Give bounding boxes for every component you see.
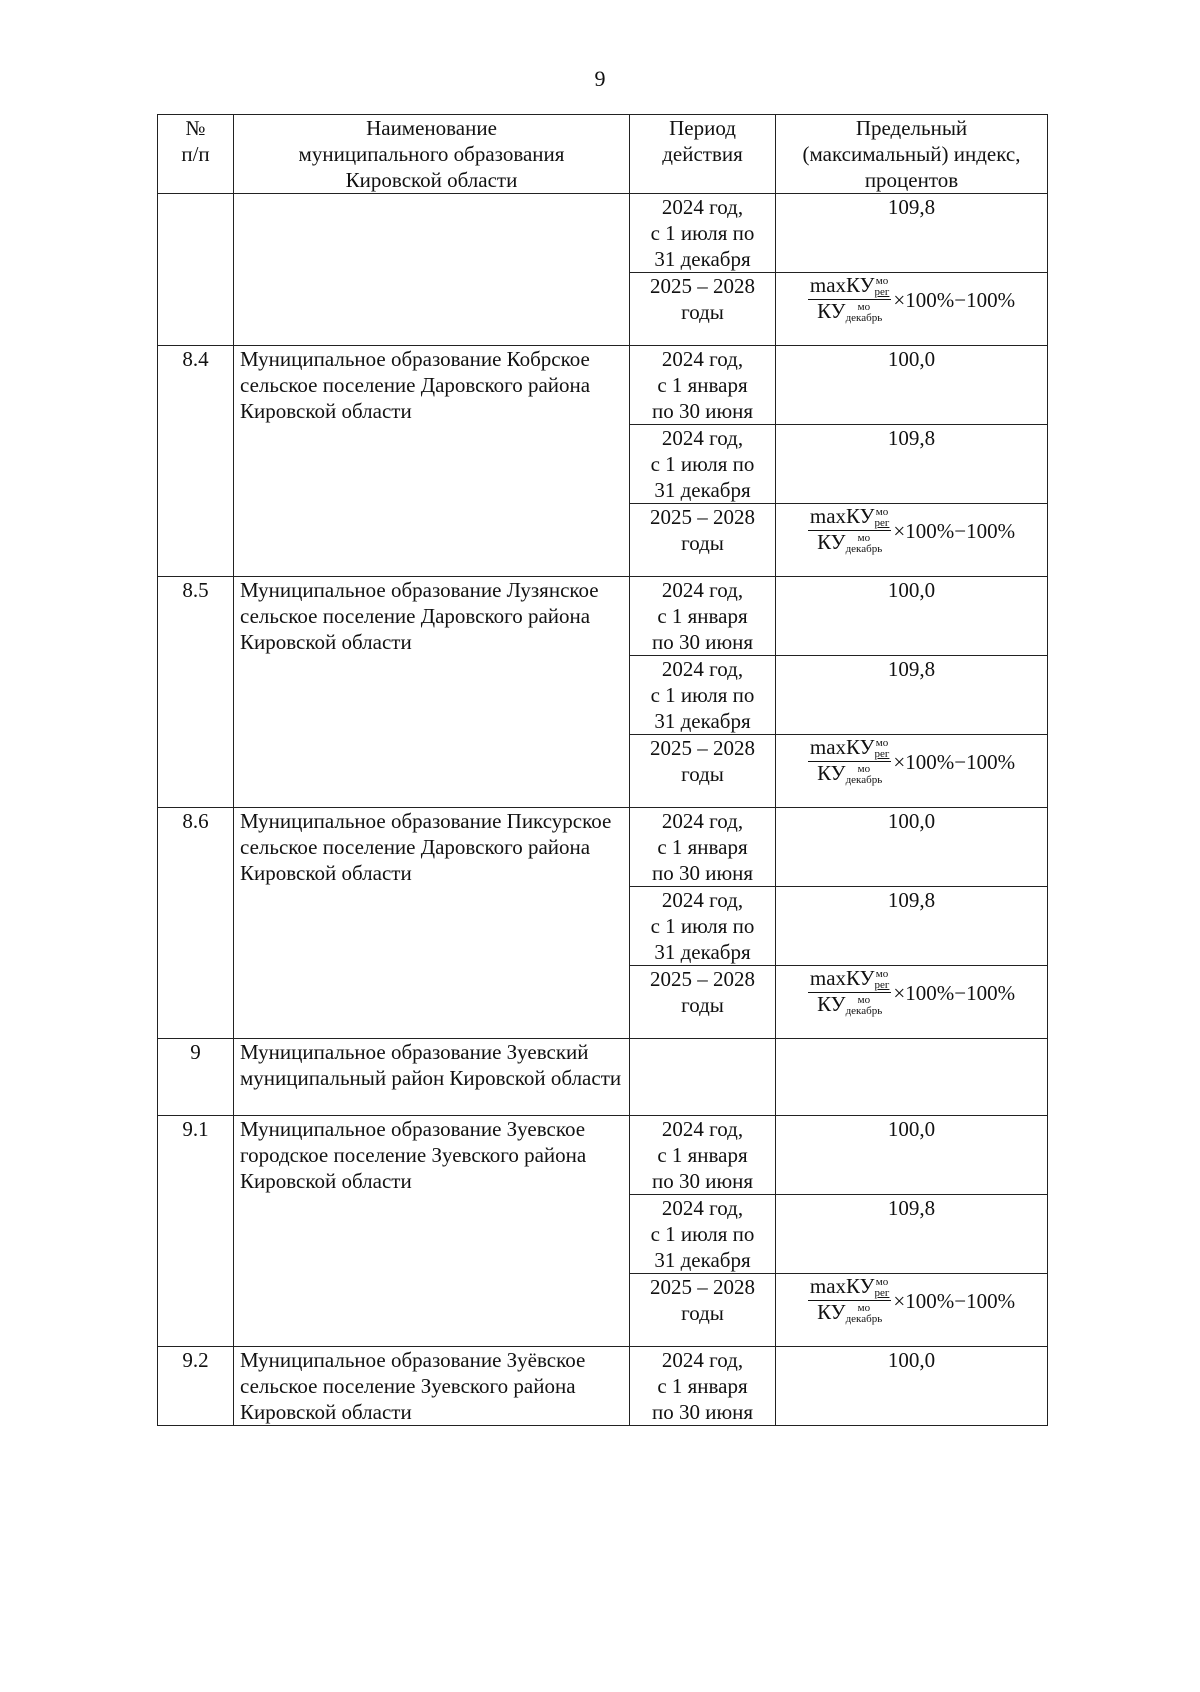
table-row: [158, 1116, 1048, 1195]
period-cell: 2024 год, с 1 июля по 31 декабря: [630, 1195, 776, 1274]
index-cell: 109,8: [776, 1195, 1048, 1274]
index-cell: [776, 1039, 1048, 1116]
formula-multiplier: ×100%−100%: [893, 1288, 1016, 1313]
formula-sup: мо: [875, 737, 889, 750]
period-cell: [630, 1039, 776, 1116]
header-num-text: № п/п: [181, 116, 210, 166]
formula-denominator: [815, 762, 884, 786]
index-cell: 109,8: [776, 887, 1048, 966]
row-number: [158, 194, 234, 346]
index-formula: [782, 737, 1041, 786]
table-header-row: [158, 115, 1048, 194]
formula-sup: мо: [857, 763, 871, 776]
formula-sub-dec: декабрь: [845, 1313, 883, 1326]
formula-sup: мо: [875, 968, 889, 981]
municipality-name: Муниципальное образование Пиксурское сельское поселение Даровского района Кировской области: [234, 808, 630, 1039]
formula-fraction: [808, 275, 892, 324]
header-period-text: Период действия: [662, 116, 743, 166]
formula-sub-reg: рег: [874, 979, 890, 992]
index-cell: 100,0: [776, 577, 1048, 656]
table-row: [158, 194, 1048, 273]
municipality-name: Муниципальное образование Зуёвское сельское поселение Зуевского района Кировской области: [234, 1347, 630, 1426]
header-name: [234, 115, 630, 194]
formula-numerator: [808, 737, 892, 762]
formula-sub-reg: рег: [874, 1287, 890, 1300]
formula-sub-reg: рег: [874, 517, 890, 530]
index-cell: 109,8: [776, 656, 1048, 735]
formula-ku: КУ: [817, 299, 846, 324]
formula-sub-dec: декабрь: [845, 543, 883, 556]
period-cell: 2025 – 2028 годы: [630, 504, 776, 577]
formula-denominator-indices: [846, 533, 883, 555]
index-cell: [776, 273, 1048, 346]
formula-max: maxКУ: [809, 273, 875, 297]
index-cell: 100,0: [776, 346, 1048, 425]
formula-sup: мо: [857, 994, 871, 1007]
formula-ku: КУ: [817, 1300, 846, 1325]
formula-sup: мо: [857, 1302, 871, 1315]
formula-sup: мо: [857, 532, 871, 545]
formula-ku: КУ: [817, 530, 846, 555]
municipality-name: Муниципальное образование Лузянское сельское поселение Даровского района Кировской области: [234, 577, 630, 808]
header-name-text: Наименование муниципального образования Кировской области: [298, 116, 565, 192]
index-cell: [776, 504, 1048, 577]
formula-max: maxКУ: [809, 966, 875, 990]
formula-numerator-indices: [875, 276, 890, 298]
formula-denominator-indices: [846, 764, 883, 786]
index-formula: [782, 506, 1041, 555]
table-row: [158, 1347, 1048, 1426]
formula-numerator-indices: [875, 507, 890, 529]
formula-sub-reg: рег: [874, 748, 890, 761]
index-cell: [776, 966, 1048, 1039]
period-cell: 2024 год, с 1 июля по 31 декабря: [630, 194, 776, 273]
formula-sup: мо: [875, 506, 889, 519]
index-cell: [776, 735, 1048, 808]
formula-ku: КУ: [817, 992, 846, 1017]
period-cell: 2024 год, с 1 января по 30 июня: [630, 346, 776, 425]
period-cell: 2025 – 2028 годы: [630, 273, 776, 346]
formula-sup: мо: [857, 301, 871, 314]
period-cell: 2024 год, с 1 января по 30 июня: [630, 1347, 776, 1426]
formula-max: maxКУ: [809, 504, 875, 528]
period-cell: 2025 – 2028 годы: [630, 966, 776, 1039]
index-formula: [782, 968, 1041, 1017]
period-cell: 2024 год, с 1 января по 30 июня: [630, 577, 776, 656]
formula-numerator-indices: [875, 969, 890, 991]
index-cell: 100,0: [776, 1116, 1048, 1195]
table-row: [158, 346, 1048, 425]
formula-sub-dec: декабрь: [845, 312, 883, 325]
formula-numerator-indices: [875, 738, 890, 760]
formula-multiplier: ×100%−100%: [893, 980, 1016, 1005]
formula-numerator: [808, 275, 892, 300]
formula-fraction: [808, 737, 892, 786]
index-cell: 100,0: [776, 808, 1048, 887]
formula-denominator: [815, 993, 884, 1017]
formula-multiplier: ×100%−100%: [893, 749, 1016, 774]
formula-fraction: [808, 506, 892, 555]
formula-sub-dec: декабрь: [845, 1005, 883, 1018]
header-num: [158, 115, 234, 194]
formula-denominator: [815, 531, 884, 555]
row-number: 8.5: [158, 577, 234, 808]
formula-ku: КУ: [817, 761, 846, 786]
formula-multiplier: ×100%−100%: [893, 518, 1016, 543]
period-cell: 2024 год, с 1 июля по 31 декабря: [630, 425, 776, 504]
table-row: [158, 1039, 1048, 1116]
index-cell: 100,0: [776, 1347, 1048, 1426]
period-cell: 2025 – 2028 годы: [630, 1274, 776, 1347]
period-cell: 2024 год, с 1 июля по 31 декабря: [630, 887, 776, 966]
index-cell: [776, 1274, 1048, 1347]
row-number: 8.6: [158, 808, 234, 1039]
period-cell: 2024 год, с 1 января по 30 июня: [630, 808, 776, 887]
row-number: 9: [158, 1039, 234, 1116]
formula-sub-dec: декабрь: [845, 774, 883, 787]
row-number: 9.2: [158, 1347, 234, 1426]
formula-sub-reg: рег: [874, 286, 890, 299]
page-number: 9: [594, 66, 606, 91]
formula-multiplier: ×100%−100%: [893, 287, 1016, 312]
row-number: 9.1: [158, 1116, 234, 1347]
tariff-index-table: [157, 114, 1048, 1426]
formula-numerator: [808, 506, 892, 531]
municipality-name: [234, 194, 630, 346]
formula-max: maxКУ: [809, 735, 875, 759]
row-number: 8.4: [158, 346, 234, 577]
formula-denominator-indices: [846, 995, 883, 1017]
index-formula: [782, 1276, 1041, 1325]
header-index-text: Предельный (максимальный) индекс, процентов: [802, 116, 1021, 192]
formula-numerator: [808, 1276, 892, 1301]
table-row: [158, 808, 1048, 887]
period-cell: 2024 год, с 1 января по 30 июня: [630, 1116, 776, 1195]
formula-max: maxКУ: [809, 1274, 875, 1298]
formula-denominator: [815, 1301, 884, 1325]
period-cell: 2025 – 2028 годы: [630, 735, 776, 808]
formula-fraction: [808, 1276, 892, 1325]
municipality-name: Муниципальное образование Зуевское городское поселение Зуевского района Кировской области: [234, 1116, 630, 1347]
period-cell: 2024 год, с 1 июля по 31 декабря: [630, 656, 776, 735]
index-formula: [782, 275, 1041, 324]
formula-numerator: [808, 968, 892, 993]
index-cell: 109,8: [776, 194, 1048, 273]
formula-numerator-indices: [875, 1277, 890, 1299]
formula-denominator: [815, 300, 884, 324]
header-period: [630, 115, 776, 194]
formula-sup: мо: [875, 275, 889, 288]
index-cell: 109,8: [776, 425, 1048, 504]
table-row: [158, 577, 1048, 656]
municipality-name: Муниципальное образование Кобрское сельское поселение Даровского района Кировской области: [234, 346, 630, 577]
formula-sup: мо: [875, 1276, 889, 1289]
formula-fraction: [808, 968, 892, 1017]
formula-denominator-indices: [846, 302, 883, 324]
municipality-name: Муниципальное образование Зуевский муниципальный район Кировской области: [234, 1039, 630, 1116]
formula-denominator-indices: [846, 1303, 883, 1325]
header-index: [776, 115, 1048, 194]
